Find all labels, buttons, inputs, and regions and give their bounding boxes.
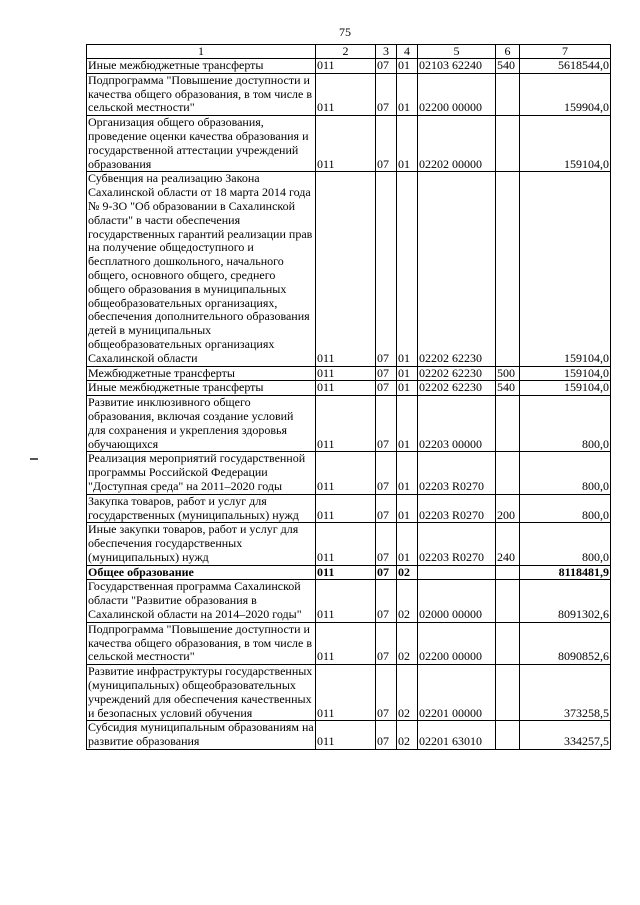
row-ministry-cell: 011	[316, 523, 376, 565]
table-row	[87, 622, 611, 664]
row-vr-cell	[496, 73, 520, 115]
row-sum-cell: 159104,0	[520, 172, 611, 366]
row-name-cell: Субсидия муниципальным образованиям на развитие образования	[88, 720, 314, 749]
row-target-cell: 02203 R0270	[418, 523, 496, 565]
row-ministry-cell: 011	[316, 565, 376, 580]
row-target-cell: 02200 00000	[418, 73, 496, 115]
table-row	[87, 116, 611, 172]
row-target-cell: 02203 R0270	[418, 494, 496, 523]
header-col-2: 2	[316, 45, 376, 59]
row-name-cell: Субвенция на реализацию Закона Сахалинской области от 18 марта 2014 года № 9-ЗО "Об образовании в Сахалинской области" в части обеспечения государственных гарантий реализации прав на получение общедоступного и бесплатного дошкольного, начального общего, основного общего, среднего общего образования в муниципальных общеобразовательных организациях, обеспечения дополнительного образования детей в муниципальных общеобразовательных организациях Сахалинской области	[87, 172, 316, 366]
header-row	[87, 45, 611, 59]
row-vr-cell: 500	[496, 366, 520, 381]
row-target-cell: 02200 00000	[418, 622, 496, 664]
row-sum-cell: 373258,5	[520, 665, 611, 721]
margin-mark	[30, 458, 38, 460]
row-section-cell: 07	[376, 59, 397, 74]
table-row	[87, 366, 611, 381]
table-row	[87, 381, 611, 396]
row-vr-cell: 200	[496, 494, 520, 523]
table-row	[87, 73, 611, 115]
row-name-cell: Иные межбюджетные трансферты	[87, 59, 316, 74]
row-vr-cell	[496, 172, 520, 366]
row-ministry-cell: 011	[316, 494, 376, 523]
row-section-cell: 07	[376, 721, 397, 750]
table-row	[87, 565, 611, 580]
row-name-cell: Реализация мероприятий государственной программы Российской Федерации "Доступная среда" на 2011–2020 годы	[87, 452, 316, 494]
row-vr-cell: 240	[496, 523, 520, 565]
row-ministry-cell: 011	[316, 580, 376, 622]
header-col-6: 6	[496, 45, 520, 59]
row-name-cell: Развитие инклюзивного общего образования, включая создание условий для сохранения и укрепления здоровья обучающихся	[87, 396, 316, 452]
header-col-1: 1	[87, 45, 316, 59]
row-vr-cell	[496, 116, 520, 172]
table-body	[87, 59, 611, 750]
row-vr-cell: 540	[496, 59, 520, 74]
table-row	[87, 523, 611, 565]
page-number: 75	[339, 25, 351, 39]
row-sum-cell: 8090852,6	[520, 622, 611, 664]
table-row	[87, 172, 611, 366]
row-name-cell: Развитие инфраструктуры государственных (муниципальных) общеобразовательных учреждений для обеспечения качественных и безопасных условий обучения	[87, 665, 316, 721]
row-name-cell: Иные межбюджетные трансферты	[87, 381, 316, 396]
row-target-cell: 02202 62230	[418, 172, 496, 366]
row-ministry-cell: 011	[316, 396, 376, 452]
row-ministry-cell: 011	[316, 381, 376, 396]
row-sum-cell: 159104,0	[520, 381, 611, 396]
row-section-cell: 07	[376, 523, 397, 565]
row-name-cell: Общее образование	[87, 565, 316, 580]
row-ministry-cell: 011	[316, 665, 376, 721]
row-section-cell: 07	[376, 452, 397, 494]
row-vr-cell	[496, 565, 520, 580]
row-sum-cell: 334257,5	[520, 721, 611, 750]
row-target-cell	[418, 565, 496, 580]
row-name-cell: Межбюджетные трансферты	[87, 366, 316, 381]
row-target-cell: 02202 62230	[418, 381, 496, 396]
row-subsection-cell: 01	[397, 452, 418, 494]
row-vr-cell	[496, 721, 520, 750]
row-section-cell: 07	[376, 622, 397, 664]
row-ministry-cell: 011	[316, 622, 376, 664]
row-target-cell: 02000 00000	[418, 580, 496, 622]
table-row	[87, 452, 611, 494]
row-ministry-cell: 011	[316, 73, 376, 115]
row-sum-cell: 159104,0	[520, 366, 611, 381]
row-subsection-cell: 01	[397, 116, 418, 172]
row-ministry-cell: 011	[316, 366, 376, 381]
row-ministry-cell: 011	[316, 59, 376, 74]
row-vr-cell	[496, 452, 520, 494]
row-section-cell: 07	[376, 381, 397, 396]
row-ministry-cell: 011	[316, 116, 376, 172]
row-section-cell: 07	[376, 565, 397, 580]
row-sum-cell: 800,0	[520, 523, 611, 565]
row-target-cell: 02201 00000	[418, 665, 496, 721]
row-subsection-cell: 01	[397, 172, 418, 366]
row-ministry-cell: 011	[316, 452, 376, 494]
row-subsection-cell: 01	[397, 396, 418, 452]
row-subsection-cell: 01	[397, 523, 418, 565]
row-section-cell: 07	[376, 494, 397, 523]
table-row	[87, 494, 611, 523]
row-name-cell: Подпрограмма "Повышение доступности и качества общего образования, в том числе в сельской местности"	[87, 622, 316, 664]
row-section-cell: 07	[376, 580, 397, 622]
header-col-3: 3	[376, 45, 397, 59]
table-row	[87, 396, 611, 452]
row-section-cell: 07	[376, 665, 397, 721]
row-subsection-cell: 02	[397, 565, 418, 580]
row-subsection-cell: 02	[397, 580, 418, 622]
row-section-cell: 07	[376, 396, 397, 452]
row-name-cell: Организация общего образования, проведение оценки качества образования и государственной аттестации учреждений образования	[87, 116, 316, 172]
row-section-cell: 07	[376, 116, 397, 172]
row-target-cell: 02103 62240	[418, 59, 496, 74]
row-name-cell: Иные закупки товаров, работ и услуг для обеспечения государственных (муниципальных) нужд	[87, 523, 316, 565]
row-vr-cell	[496, 580, 520, 622]
row-vr-cell	[496, 665, 520, 721]
row-sum-cell: 800,0	[520, 494, 611, 523]
row-subsection-cell: 01	[397, 494, 418, 523]
row-target-cell: 02202 62230	[418, 366, 496, 381]
table-row	[87, 59, 611, 74]
row-name-cell: Государственная программа Сахалинской области "Развитие образования в Сахалинской области на 2014–2020 годы"	[87, 580, 316, 622]
row-section-cell: 07	[376, 73, 397, 115]
row-sum-cell: 159904,0	[520, 73, 611, 115]
row-section-cell: 07	[376, 172, 397, 366]
table-row	[87, 665, 611, 721]
header-col-5: 5	[418, 45, 496, 59]
row-subsection-cell: 02	[397, 665, 418, 721]
header-col-7: 7	[520, 45, 611, 59]
row-sum-cell: 5618544,0	[520, 59, 611, 74]
row-subsection-cell: 02	[397, 622, 418, 664]
row-subsection-cell: 01	[397, 381, 418, 396]
row-sum-cell: 800,0	[520, 452, 611, 494]
row-subsection-cell: 01	[397, 73, 418, 115]
row-section-cell: 07	[376, 366, 397, 381]
row-subsection-cell: 01	[397, 366, 418, 381]
row-vr-cell	[496, 622, 520, 664]
row-vr-cell	[496, 396, 520, 452]
row-sum-cell: 800,0	[520, 396, 611, 452]
row-name-cell: Закупка товаров, работ и услуг для государственных (муниципальных) нужд	[87, 494, 316, 523]
row-target-cell: 02203 R0270	[418, 452, 496, 494]
row-target-cell: 02203 00000	[418, 396, 496, 452]
row-sum-cell: 159104,0	[520, 116, 611, 172]
header-col-4: 4	[397, 45, 418, 59]
row-subsection-cell: 01	[397, 59, 418, 74]
row-target-cell: 02201 63010	[418, 721, 496, 750]
row-ministry-cell: 011	[316, 721, 376, 750]
table-row	[87, 580, 611, 622]
row-sum-cell: 8118481,9	[520, 565, 611, 580]
row-ministry-cell: 011	[316, 172, 376, 366]
row-sum-cell: 8091302,6	[520, 580, 611, 622]
row-name-cell: Подпрограмма "Повышение доступности и качества общего образования, в том числе в сельской местности"	[87, 73, 316, 115]
table-row	[87, 721, 611, 750]
row-target-cell: 02202 00000	[418, 116, 496, 172]
row-vr-cell: 540	[496, 381, 520, 396]
budget-table	[86, 44, 611, 750]
row-subsection-cell: 02	[397, 721, 418, 750]
